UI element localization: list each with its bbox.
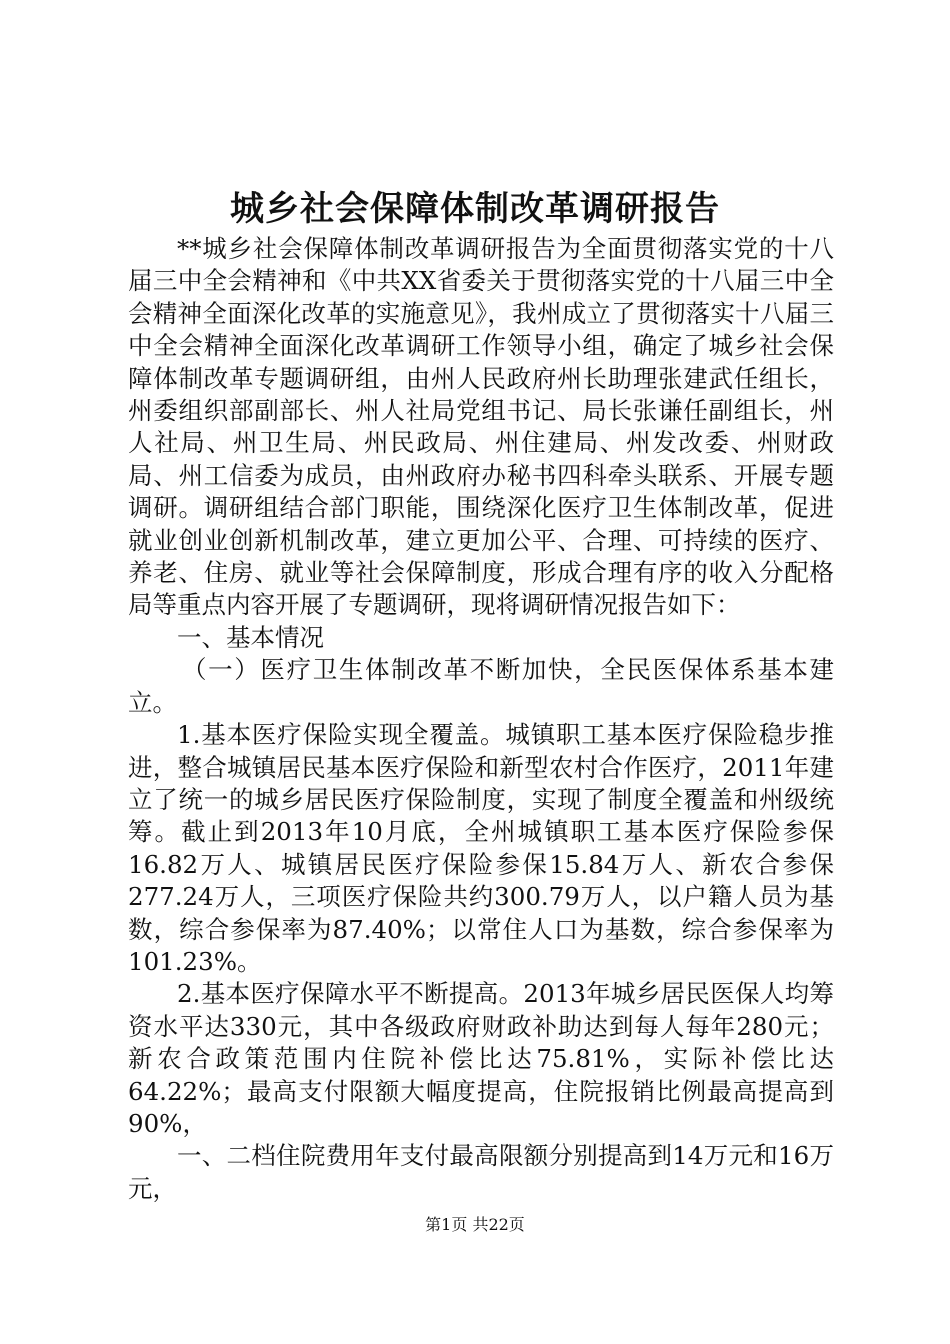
body-paragraph: 一、二档住院费用年支付最高限额分别提高到14万元和16万元， [128, 1141, 834, 1203]
body-paragraph: 1.基本医疗保险实现全覆盖。城镇职工基本医疗保险稳步推进，整合城镇居民基本医疗保险和新型农村合作医疗，2011年建立了统一的城乡居民医疗保险制度，实现了制度全覆盖和州级统筹。截止到2013年10月底，全州城镇职工基本医疗保险参保16.82万人、城镇居民医疗保险参保15.84万人、新农合参保277.24万人，三项医疗保险共约300.79万人，以户籍人员为基数，综合参保率为87.40%；以常住人口为基数，综合参保率为101.23%。 [128, 720, 834, 976]
document-title: 城乡社会保障体制改革调研报告 [230, 189, 720, 229]
section-heading: 一、基本情况 [177, 622, 324, 652]
document-body [128, 233, 834, 1205]
page-number: 第1页 共22页 [425, 1215, 525, 1234]
body-paragraph: 2.基本医疗保障水平不断提高。2013年城乡居民医保人均筹资水平达330元，其中各级政府财政补助达到每人每年280元；新农合政策范围内住院补偿比达75.81%，实际补偿比达64.22%；最高支付限额大幅度提高，住院报销比例最高提高到90%， [128, 979, 834, 1138]
intro-paragraph: **城乡社会保障体制改革调研报告为全面贯彻落实党的十八届三中全会精神和《中共XX省委关于贯彻落实党的十八届三中全会精神全面深化改革的实施意见》，我州成立了贯彻落实十八届三中全会精神全面深化改革调研工作领导小组，确定了城乡社会保障体制改革专题调研组，由州人民政府州长助理张建武任组长，州委组织部副部长、州人社局党组书记、局长张谦任副组长，州人社局、州卫生局、州民政局、州住建局、州发改委、州财政局、州工信委为成员，由州政府办秘书四科牵头联系、开展专题调研。调研组结合部门职能，围绕深化医疗卫生体制改革，促进就业创业创新机制改革，建立更加公平、合理、可持续的医疗、养老、住房、就业等社会保障制度，形成合理有序的收入分配格局等重点内容开展了专题调研，现将调研情况报告如下： [128, 234, 834, 620]
subsection-heading: （一）医疗卫生体制改革不断加快，全民医保体系基本建立。 [128, 655, 834, 717]
